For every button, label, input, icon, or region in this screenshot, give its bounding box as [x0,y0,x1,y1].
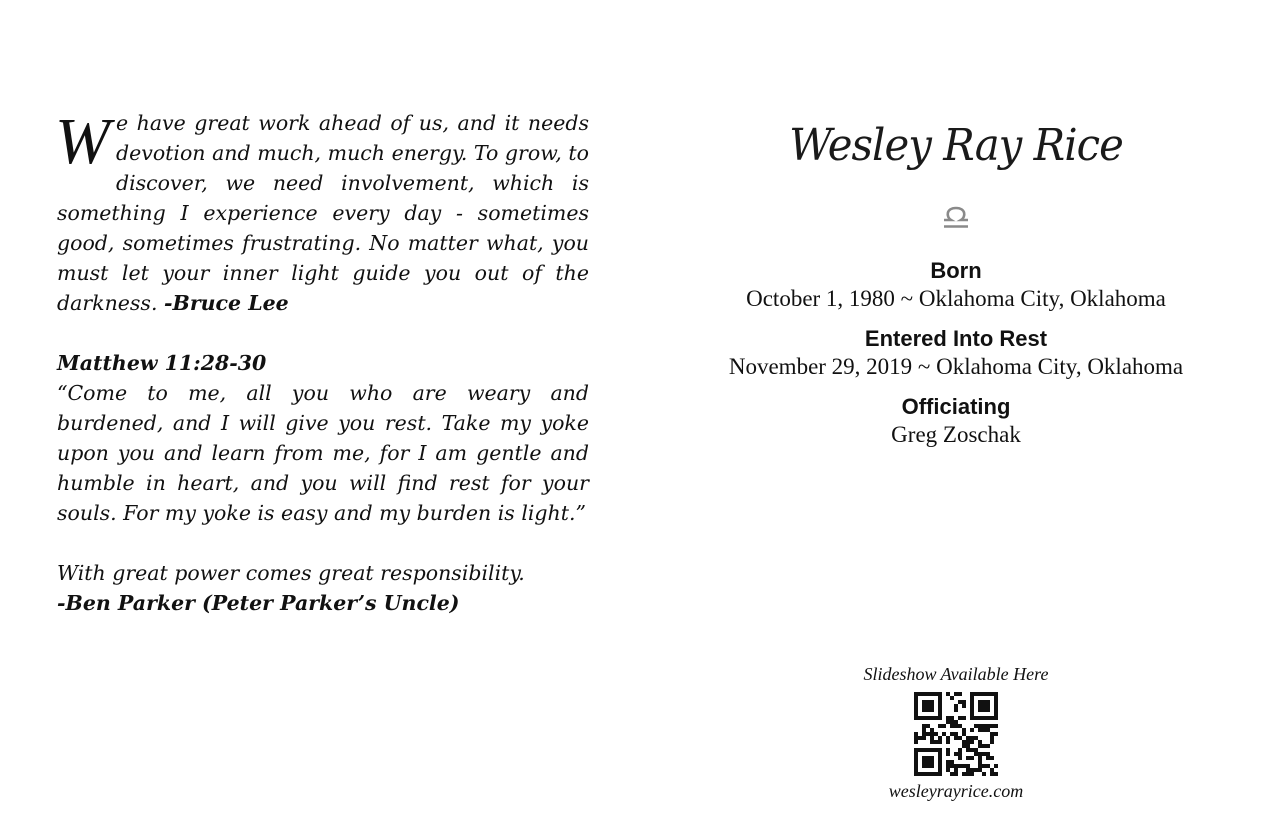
rest-section [700,326,1212,382]
quotes-panel [55,105,589,618]
spacer [57,318,589,348]
bruce-lee-attribution: -Bruce Lee [164,291,289,315]
rest-value: November 29, 2019 ~ Oklahoma City, Oklahoma [728,354,1184,379]
officiating-value: Greg Zoschak [891,422,1021,447]
bruce-lee-quote-text: e have great work ahead of us, and it needs devotion and much, much energy. To grow, to discover, we need involvement, which is something I experience every day - sometimes good, sometimes frustrating. No matter what, you must let your inner light guide you out of the darkness. [57,111,589,315]
slideshow-url-link[interactable]: wesleyrayrice.com [888,781,1024,801]
slideshow-label: Slideshow Available Here [863,664,1049,684]
officiating-heading: Officiating [901,394,1011,419]
officiating-section [700,394,1212,450]
scripture-text: “Come to me, all you who are weary and burdened, and I will give you rest. Take my yoke upon you and learn from me, for I am gentle and humble in heart, and you will find rest for your souls. For my yoke is easy and my burden is light.” [57,381,589,525]
born-heading: Born [930,258,982,283]
born-section [700,258,1212,314]
deceased-name: Wesley Ray Rice [789,120,1123,171]
qr-code-icon[interactable] [914,692,998,776]
scripture-reference: Matthew 11:28-30 [57,351,267,375]
bruce-lee-quote [55,105,589,318]
spacer [57,528,589,558]
parker-quote-text: With great power comes great responsibility. [57,561,525,585]
born-value: October 1, 1980 ~ Oklahoma City, Oklahoma [746,286,1166,311]
drop-cap: W [55,105,110,178]
parker-attribution: -Ben Parker (Peter Parker’s Uncle) [57,591,460,615]
rest-heading: Entered Into Rest [864,326,1048,351]
obituary-details [700,110,1212,462]
slideshow-block [856,662,1056,802]
libra-icon [941,204,971,230]
